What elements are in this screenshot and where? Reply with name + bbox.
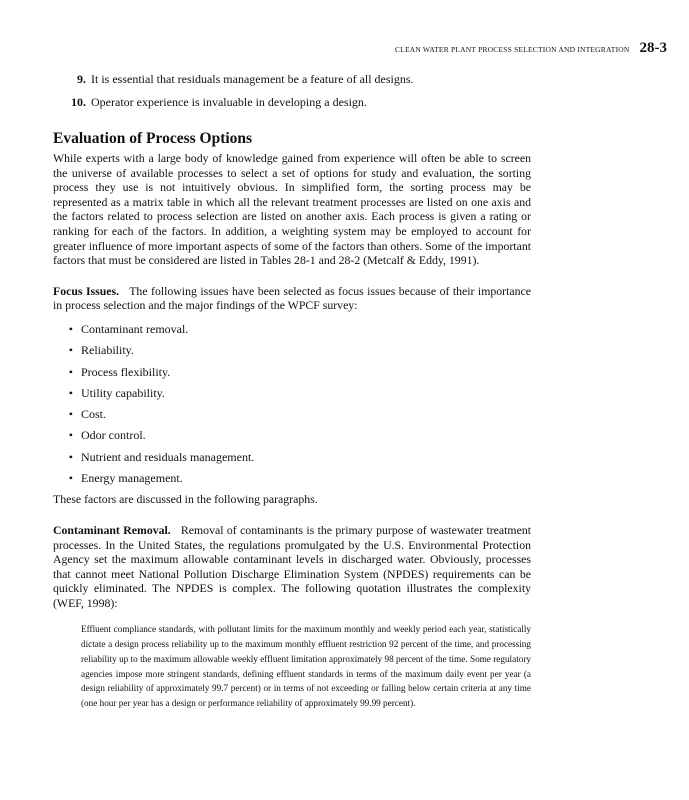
bullet-icon: • — [68, 343, 73, 358]
list-item — [53, 407, 531, 421]
numbered-list — [53, 72, 531, 110]
list-item — [53, 450, 531, 464]
bullet-icon: • — [68, 428, 73, 443]
running-header — [395, 40, 667, 57]
list-item — [53, 471, 531, 485]
bullet-text: Nutrient and residuals management. — [81, 449, 255, 464]
focus-closing: These factors are discussed in the following paragraphs. — [53, 492, 318, 507]
page-number: 28-3 — [639, 40, 667, 56]
bullet-icon: • — [68, 407, 73, 422]
contaminant-body: Removal of contaminants is the primary purpose of wastewater treatment processes. In the United States, the regulations promulgated by the U.S. Environmental Protection Agency set the maximum allowable contaminant levels in discharged water. Obviously, processes that cannot meet National Pollution Discharge Elimination System (NPDES) requirements can be quickly eliminated. The NPDES is complex. The following quotation illustrates the complexity (WEF, 1998): — [53, 522, 532, 610]
numbered-item — [53, 72, 531, 87]
list-item — [53, 428, 531, 442]
focus-paragraph — [53, 284, 531, 313]
bullet-text: Contaminant removal. — [81, 321, 189, 336]
contaminant-run-in-heading: Contaminant Removal. — [53, 522, 171, 537]
item-number: 9. — [77, 72, 86, 86]
numbered-item — [53, 95, 531, 110]
list-item — [53, 365, 531, 379]
bullet-icon: • — [68, 449, 73, 464]
contaminant-paragraph — [53, 523, 531, 611]
bullet-text: Odor control. — [81, 428, 146, 443]
focus-bullet-list — [53, 322, 531, 485]
item-number: 10. — [71, 95, 86, 109]
focus-body: The following issues have been selected as focus issues because of their importance in process selection and the major findings of the WPCF survey: — [53, 283, 531, 313]
list-item — [53, 386, 531, 400]
bullet-text: Utility capability. — [81, 385, 165, 400]
bullet-text: Reliability. — [81, 343, 134, 358]
item-text: It is essential that residuals management be a feature of all designs. — [91, 72, 414, 86]
main-content — [53, 72, 531, 711]
bullet-icon: • — [68, 364, 73, 379]
running-title: CLEAN WATER PLANT PROCESS SELECTION AND INTEGRATION — [394, 45, 630, 54]
block-quote: Effluent compliance standards, with pollutant limits for the maximum monthly and weekly period each year, statistically dictate a design process reliability up to the maximum monthly effluent restriction 92 percent of the time, and processing reliability up to the maximum allowable weekly effluent limitation approximately 98 percent of the time. Some regulatory agencies impose more stringent standards, defining effluent standards in terms of the maximum daily event per year (a design reliability of approximately 99.7 percent) or in terms of not exceeding or falling below certain criteria at any time (one hour per year has a design or performance reliability of approximately 99.99 percent). — [81, 624, 531, 708]
focus-run-in-heading: Focus Issues. — [53, 283, 120, 298]
list-item — [53, 322, 531, 336]
bullet-icon: • — [68, 321, 73, 336]
item-text: Operator experience is invaluable in developing a design. — [91, 95, 367, 109]
bullet-text: Cost. — [81, 407, 107, 422]
evaluation-paragraph: While experts with a large body of knowledge gained from experience will often be able to screen the universe of available processes to select a set of options for study and evaluation, the sorting process they use is not intuitively obvious. In simplified form, the sorting process may be represented as a matrix table in which all the relevant treatment processes are listed on one axis and the factors related to process selection are listed on another axis. Each process is given a rating or ranking for each of the factors. In addition, a weighting system may be employed to account for greater influence of more important aspects of some of the factors than others. Some of the important factors that must be considered are listed in Tables 28-1 and 28-2 (Metcalf & Eddy, 1991). — [53, 151, 531, 268]
bullet-text: Energy management. — [81, 471, 183, 486]
bullet-text: Process flexibility. — [81, 364, 171, 379]
section-heading: Evaluation of Process Options — [53, 130, 253, 147]
bullet-icon: • — [68, 471, 73, 486]
bullet-icon: • — [68, 385, 73, 400]
list-item — [53, 343, 531, 357]
